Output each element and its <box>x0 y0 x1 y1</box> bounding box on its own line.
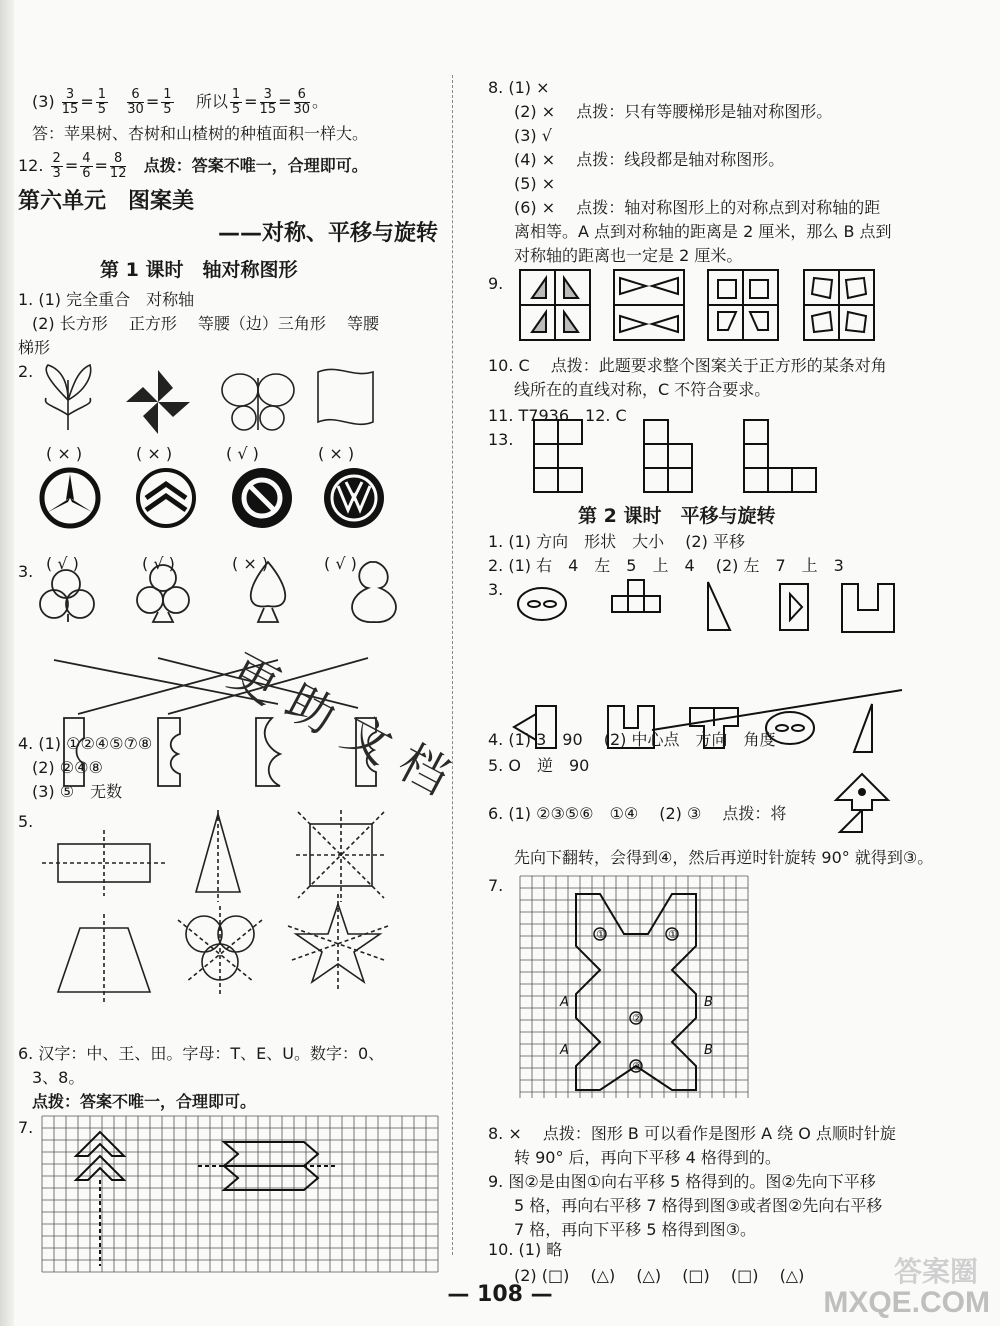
num: 2 <box>52 151 61 166</box>
r8-6b: 离相等。A 点到对称轴的距离是 2 厘米，那么 B 点到 <box>514 222 892 241</box>
text: 所以 <box>195 92 228 111</box>
watermark-url: MXQE.COM <box>823 1286 990 1319</box>
q6-line2: 3、8。 <box>32 1068 85 1087</box>
den: 3 <box>52 166 61 181</box>
lesson-1-title: 第 1 课时 轴对称图形 <box>100 259 298 281</box>
flag-shape-top <box>780 584 808 630</box>
mark: ( √ ) <box>46 554 79 573</box>
page-binding <box>0 0 14 1326</box>
r10-line1: 10. C 点拨：此题要求整个图案关于正方形的某条对角 <box>488 356 887 375</box>
s2: 2. (1) 右 4 左 5 上 4 (2) 左 7 上 3 <box>488 556 844 575</box>
unit-title: 第六单元 图案美 <box>18 189 195 214</box>
three-circles-axes <box>178 906 262 994</box>
s3-label: 3. <box>488 580 504 599</box>
s9-line3: 7 格，再向下平移 5 格得到图③。 <box>514 1220 756 1239</box>
q7-grid <box>42 1116 438 1280</box>
pattern-square-3 <box>708 270 778 340</box>
r8-1: 8. (1) × <box>488 78 550 97</box>
q3-label: 3. <box>18 562 34 581</box>
block-shape-2 <box>644 420 692 492</box>
q5-symmetry-figures <box>18 810 438 1010</box>
s10-line2: (2) (□) (△) (△) (□) (□) (△) <box>514 1266 805 1285</box>
grid-label: ② <box>632 1012 642 1025</box>
q4-line1: 4. (1) ①②④⑤⑦⑧ <box>18 734 153 753</box>
trapezoid-axis <box>58 914 150 1004</box>
block-shape-3 <box>744 420 816 492</box>
fraction <box>161 88 173 117</box>
tetromino-top <box>612 580 660 612</box>
fraction <box>51 152 63 181</box>
r8-5: (5) × <box>514 174 556 193</box>
r8-6a: (6) × 点拨：轴对称图形上的对称点到对称轴的距 <box>514 198 881 217</box>
q5-label: 5. <box>18 812 34 831</box>
q1-line1: 1. (1) 完全重合 对称轴 <box>18 290 195 309</box>
half-shape-3 <box>256 718 280 786</box>
den: 5 <box>97 102 106 117</box>
right-triangle-bottom <box>854 704 872 752</box>
num: 3 <box>62 88 79 103</box>
triangle-axis <box>196 810 240 902</box>
star-axes <box>288 894 388 992</box>
column-divider <box>452 75 453 1255</box>
num: 4 <box>82 151 91 166</box>
pattern-square-2 <box>614 270 684 340</box>
den: 12 <box>109 166 127 181</box>
half-shape-2 <box>158 718 180 786</box>
mark: ( √ ) <box>226 444 259 463</box>
item-num: 12. <box>18 156 44 175</box>
r8-4: (4) × 点拨：线段都是轴对称图形。 <box>514 150 785 169</box>
q7-label: 7. <box>18 1118 34 1137</box>
s3-matching-figure <box>512 580 932 730</box>
q4-line2: (2) ②④⑧ <box>32 758 103 777</box>
rectangle-axes <box>42 830 166 896</box>
fraction <box>127 88 144 117</box>
fraction <box>260 88 277 117</box>
item-num: (3) <box>32 92 55 111</box>
gourd-icon <box>352 562 396 622</box>
club-icon <box>137 565 189 622</box>
watermark-logo: 答案圈 <box>893 1255 978 1288</box>
mark: ( √ ) <box>142 554 175 573</box>
fraction <box>80 152 92 181</box>
mark: ( × ) <box>318 444 355 463</box>
spade-icon <box>251 562 286 622</box>
grid-label: ③ <box>632 1060 642 1073</box>
s1: 1. (1) 方向 形状 大小 (2) 平移 <box>488 532 745 551</box>
s6-line1: 6. (1) ②③⑤⑥ ①④ (2) ③ 点拨：将 <box>488 804 787 823</box>
page-number: — 108 — <box>447 1282 553 1307</box>
fraction <box>110 152 127 181</box>
handwritten-scribble: 更助文档 <box>219 643 473 814</box>
s4: 4. (1) 3 90 (2) 中心点 方向 角度 <box>488 730 776 749</box>
mercedes-logo-icon <box>42 470 98 526</box>
mark: ( √ ) <box>324 554 357 573</box>
den: 15 <box>61 102 79 117</box>
s9-line2: 5 格，再向右平移 7 格得到图③或者图②先向右平移 <box>514 1196 883 1215</box>
mask-shape-top <box>518 588 566 620</box>
grid-label: A <box>560 1043 569 1058</box>
q4-line3: (3) ⑤ 无数 <box>32 782 123 801</box>
fraction <box>230 88 242 117</box>
fraction <box>294 88 311 117</box>
grid-label: A <box>560 995 569 1010</box>
r11-12: 11. T7936 12. C <box>488 406 627 425</box>
square-axes <box>296 810 386 902</box>
r9-label: 9. <box>488 274 504 293</box>
num: 8 <box>110 152 127 167</box>
mark: ( × ) <box>232 554 269 573</box>
den: 15 <box>259 102 277 117</box>
r13-block-shapes <box>524 416 844 496</box>
answer-11-3: (3) $\frac{3}{15}$ = $\frac{1}{5}$ $\frac{6}{30}$ = $\frac{1}{5}$ 所以 $\frac{1}{5}$ = $\frac{3}{15}$ = $\frac{6}{30}$ 。 <box>32 87 329 117</box>
num: 3 <box>260 88 277 103</box>
den: 6 <box>82 166 91 181</box>
s7-grid <box>520 876 752 1102</box>
volkswagen-logo-icon <box>324 468 384 528</box>
q2-label: 2. <box>18 362 34 381</box>
den: 30 <box>293 102 311 117</box>
answer-11-conclusion: 答：苹果树、杏树和山楂树的种植面积一样大。 <box>32 124 369 143</box>
clover-icon <box>40 570 94 622</box>
s7-label: 7. <box>488 876 504 895</box>
den: 30 <box>127 102 144 117</box>
num: 1 <box>97 87 106 102</box>
pattern-square-4 <box>804 270 874 340</box>
grid-label: ① <box>596 928 606 941</box>
u-shape-top <box>842 584 894 632</box>
butterfly-icon <box>222 374 294 430</box>
grid-label: ① <box>668 928 678 941</box>
s6-line2: 先向下翻转，会得到④，然后再逆时针旋转 90° 就得到③。 <box>514 848 934 867</box>
flag-icon <box>318 369 373 424</box>
tip: 点拨：答案不唯一，合理即可。 <box>143 156 368 175</box>
r8-6c: 对称轴的距离也一定是 2 厘米。 <box>514 246 743 265</box>
s10-line1: 10. (1) 略 <box>488 1240 563 1259</box>
r10-line2: 线所在的直线对称，C 不符合要求。 <box>514 380 771 399</box>
num: 6 <box>127 88 144 103</box>
num: 1 <box>231 87 241 102</box>
fraction <box>96 88 108 117</box>
pinwheel-icon <box>126 370 190 434</box>
q1-line3: 梯形 <box>18 338 51 357</box>
unit-subtitle: ——对称、平移与旋转 <box>218 221 439 246</box>
leaf-icon <box>45 365 90 430</box>
r9-pattern-squares <box>518 266 898 346</box>
q6-line1: 6. 汉字：中、王、田。字母：T、E、U。数字：0、 <box>18 1044 385 1063</box>
fraction <box>62 88 79 117</box>
s9-line1: 9. 图②是由图①向右平移 5 格得到的。图②先向下平移 <box>488 1172 876 1191</box>
r8-3: (3) √ <box>514 126 552 145</box>
r13-label: 13. <box>488 430 514 449</box>
mark: ( × ) <box>46 444 83 463</box>
block-shape-1 <box>534 420 582 492</box>
citroen-logo-icon <box>138 470 194 526</box>
q2-shapes-row1 <box>18 360 438 440</box>
answer-12: 12. $\frac{2}{3}$ = $\frac{4}{6}$ = $\frac{8}{12}$ 点拨：答案不唯一，合理即可。 <box>18 151 368 181</box>
pattern-square-1 <box>520 270 590 340</box>
s5: 5. O 逆 90 <box>488 756 590 775</box>
q2-logos-row2 <box>18 464 438 544</box>
r8-2: (2) × 点拨：只有等腰梯形是轴对称图形。 <box>514 102 833 121</box>
q1-line2: (2) 长方形 正方形 等腰（边）三角形 等腰 <box>32 314 380 333</box>
den: 5 <box>163 102 172 117</box>
grid-label: B <box>704 995 713 1010</box>
right-triangle-top <box>708 582 730 630</box>
dongfeng-logo-icon <box>232 468 292 528</box>
s8-line2: 转 90° 后，再向下平移 4 格得到的。 <box>514 1148 781 1167</box>
q6-tip: 点拨：答案不唯一，合理即可。 <box>32 1092 257 1111</box>
den: 5 <box>231 102 241 117</box>
arrow-figure-icon <box>832 772 892 842</box>
grid-label: B <box>704 1043 713 1058</box>
num: 6 <box>294 88 311 103</box>
s8-line1: 8. × 点拨：图形 B 可以看作是图形 A 绕 O 点顺时针旋 <box>488 1124 896 1143</box>
lesson-2-title: 第 2 课时 平移与旋转 <box>578 505 776 527</box>
mark: ( × ) <box>136 444 173 463</box>
num: 1 <box>163 87 172 102</box>
